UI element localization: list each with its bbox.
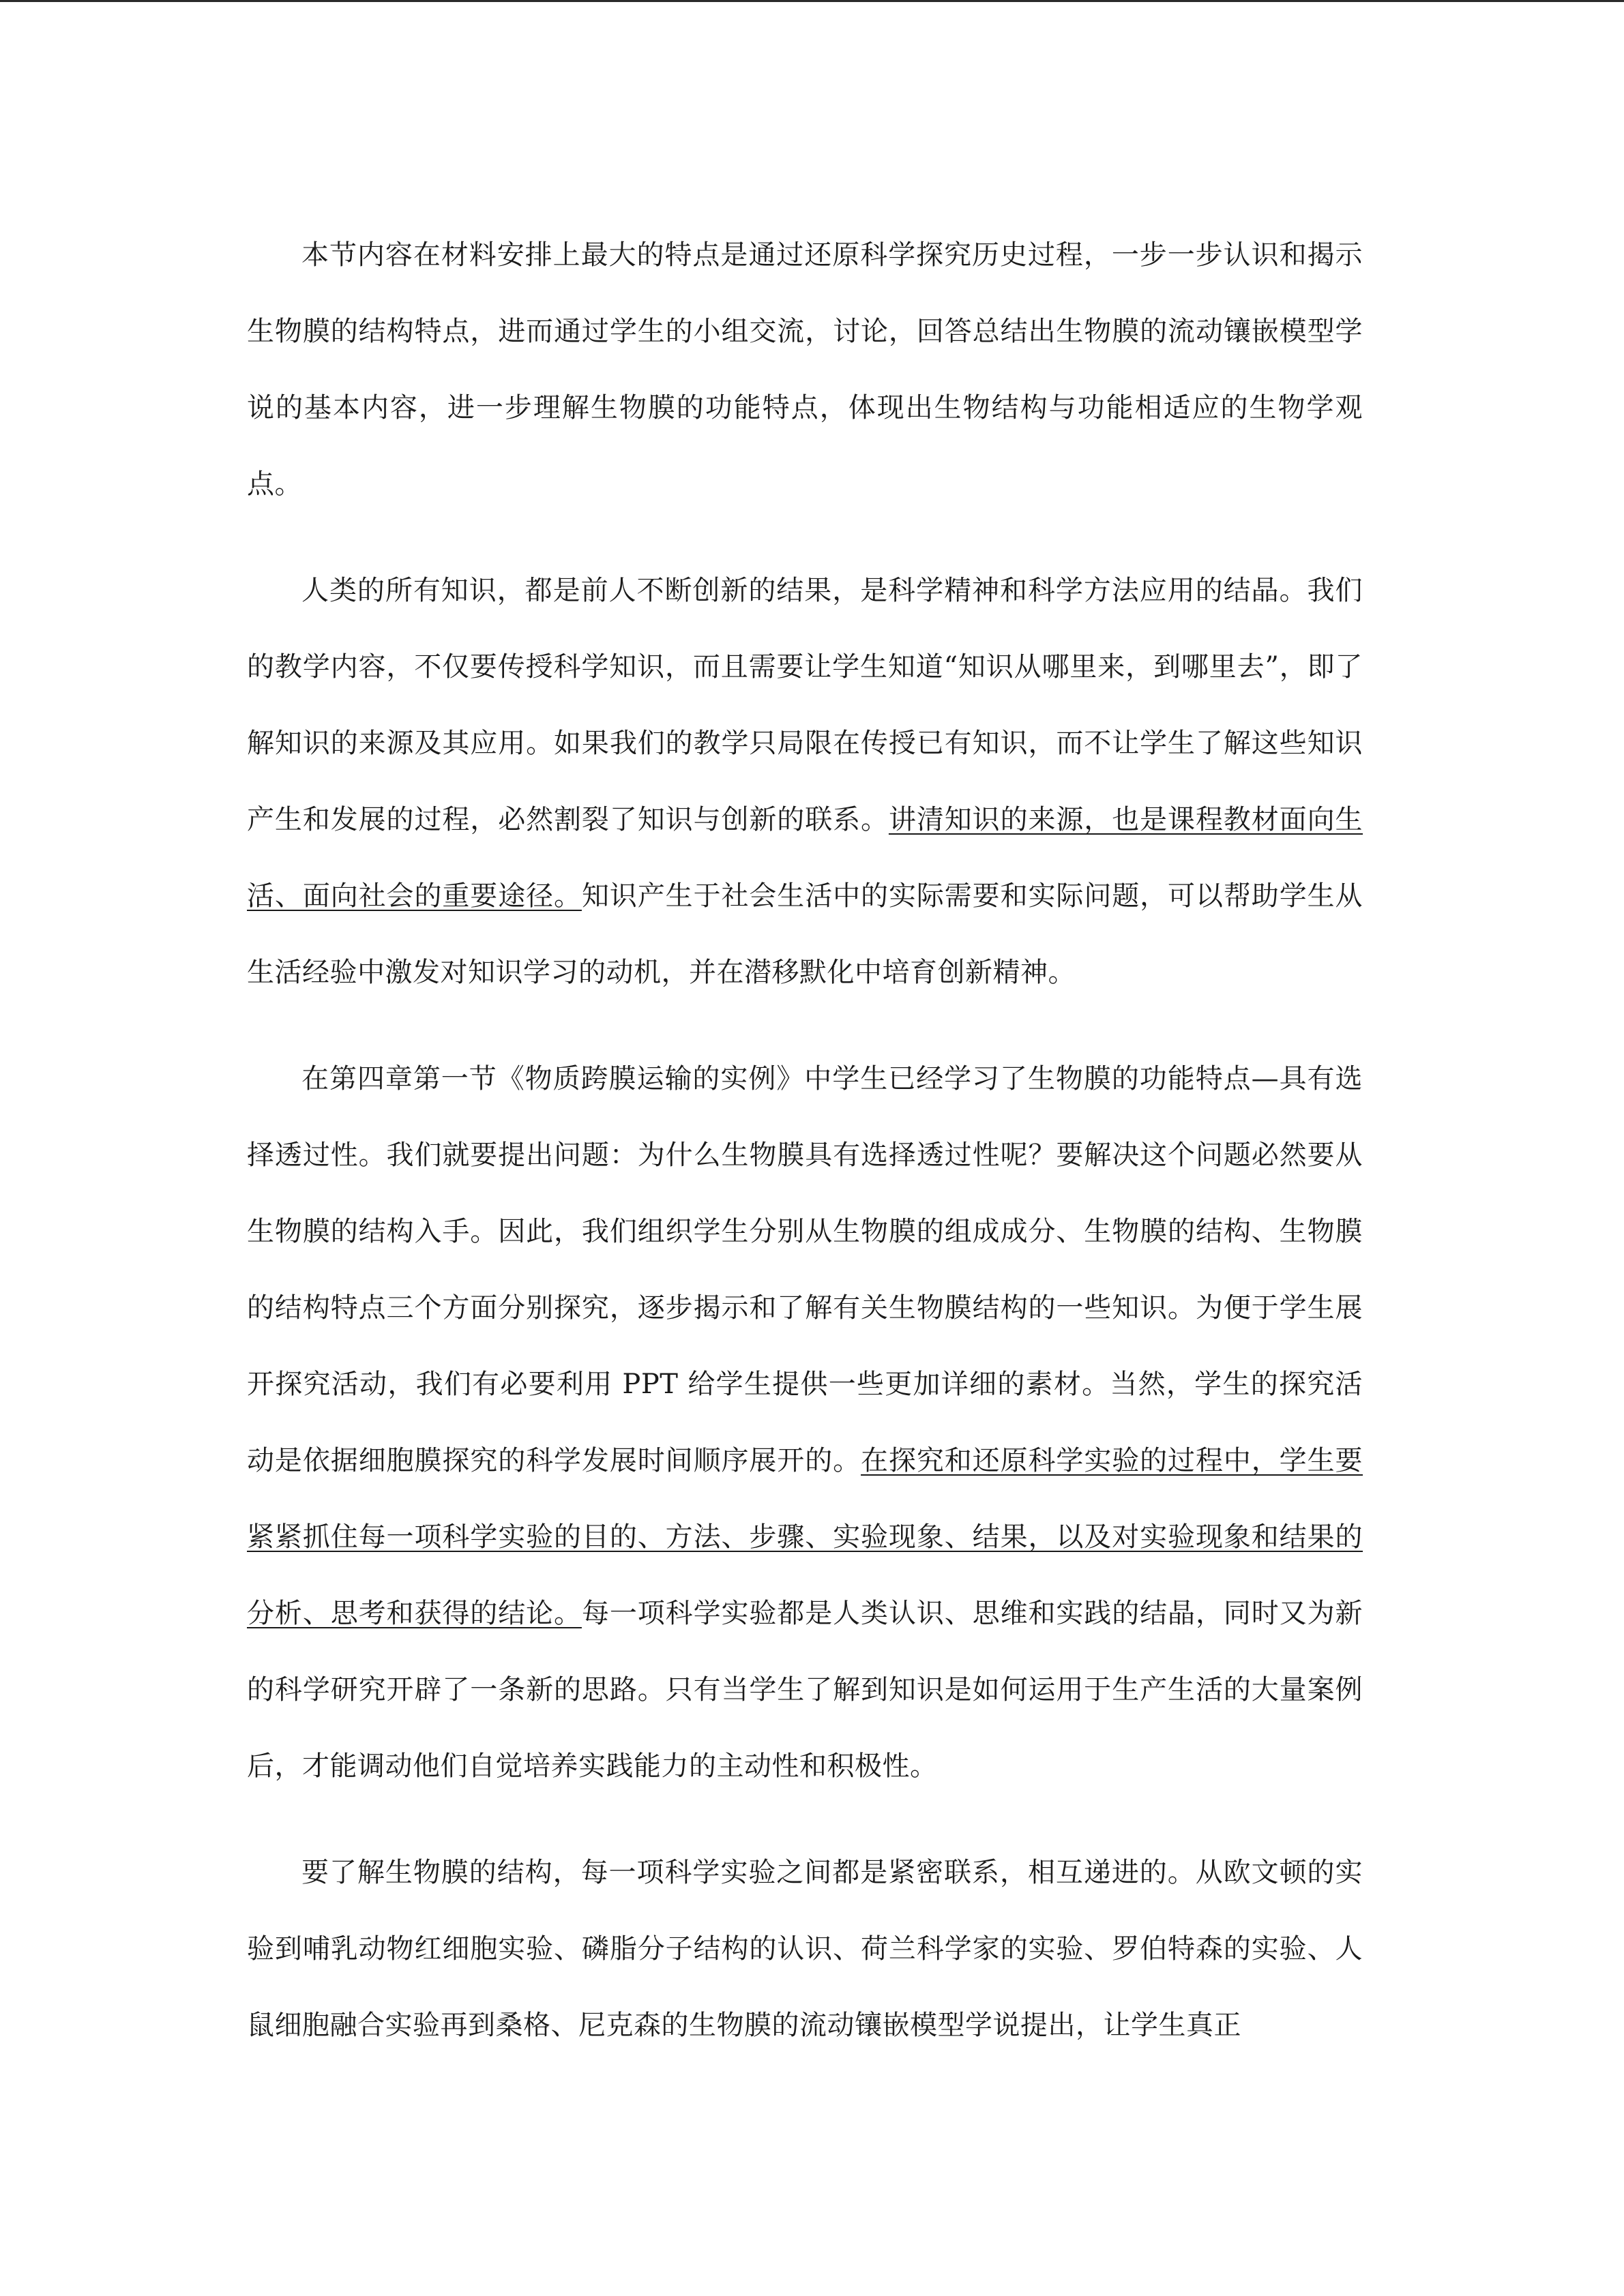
paragraph-2 xyxy=(247,552,1363,1011)
paragraph-3-text-b: 每一项科学实验都是人类认识、思维和实践的结晶，同时又为新的科学研究开辟了一条新的思路。只有当学生了解到知识是如何运用于生产生活的大量案例后，才能调动他们自觉培养实践能力的主动性和积极性。 xyxy=(247,1598,1363,1782)
document-body xyxy=(247,217,1363,2093)
paragraph-1-text: 本节内容在材料安排上最大的特点是通过还原科学探究历史过程，一步一步认识和揭示生物膜的结构特点，进而通过学生的小组交流，讨论，回答总结出生物膜的流动镶嵌模型学说的基本内容，进一步理解生物膜的功能特点，体现出生物结构与功能相适应的生物学观点。 xyxy=(247,239,1363,500)
paragraph-1 xyxy=(247,217,1363,522)
paragraph-3-underlined-text: 在探究和还原科学实验的过程中，学生要紧紧抓住每一项科学实验的目的、方法、步骤、实验现象、结果，以及对实验现象和结果的分析、思考和获得的结论。 xyxy=(247,1445,1363,1629)
paragraph-2-text-b: 知识产生于社会生活中的实际需要和实际问题，可以帮助学生从生活经验中激发对知识学习的动机，并在潜移默化中培育创新精神。 xyxy=(247,880,1363,988)
paragraph-2-text-a: 人类的所有知识，都是前人不断创新的结果，是科学精神和科学方法应用的结晶。我们的教学内容，不仅要传授科学知识，而且需要让学生知道“知识从哪里来，到哪里去”，即了解知识的来源及其应用。如果我们的教学只局限在传授已有知识，而不让学生了解这些知识产生和发展的过程，必然割裂了知识与创新的联系。 xyxy=(247,575,1363,835)
page-top-border xyxy=(0,0,1624,2)
paragraph-3-text-a: 在第四章第一节《物质跨膜运输的实例》中学生已经学习了生物膜的功能特点—具有选择透过性。我们就要提出问题：为什么生物膜具有选择透过性呢？要解决这个问题必然要从生物膜的结构入手。因此，我们组织学生分别从生物膜的组成成分、生物膜的结构、生物膜的结构特点三个方面分别探究，逐步揭示和了解有关生物膜结构的一些知识。为便于学生展开探究活动，我们有必要利用 PPT 给学生提供一些更加详细的素材。当然，学生的探究活动是依据细胞膜探究的科学发展时间顺序展开的。 xyxy=(247,1063,1363,1476)
paragraph-2-underlined-text: 讲清知识的来源，也是课程教材面向生活、面向社会的重要途径。 xyxy=(247,804,1363,912)
paragraph-4 xyxy=(247,1834,1363,2063)
paragraph-3 xyxy=(247,1041,1363,1804)
paragraph-4-text: 要了解生物膜的结构，每一项科学实验之间都是紧密联系，相互递进的。从欧文顿的实验到哺乳动物红细胞实验、磷脂分子结构的认识、荷兰科学家的实验、罗伯特森的实验、人鼠细胞融合实验再到桑格、尼克森的生物膜的流动镶嵌模型学说提出，让学生真正 xyxy=(247,1857,1363,2041)
